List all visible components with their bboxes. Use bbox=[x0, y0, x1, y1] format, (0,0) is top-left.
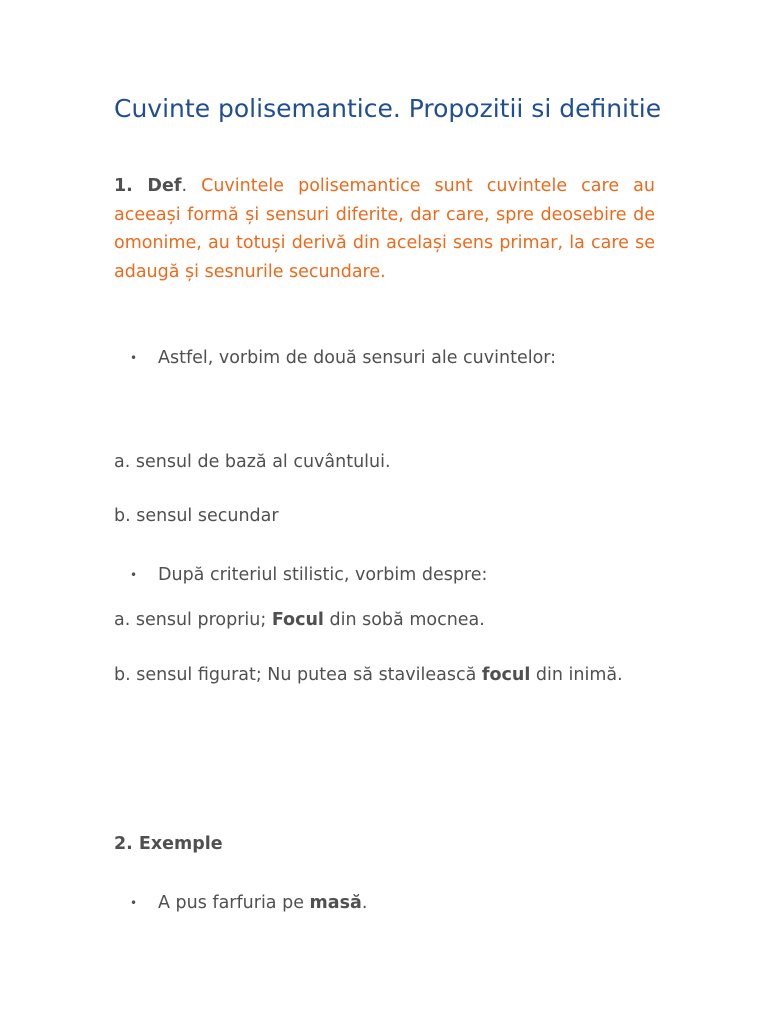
bold-word: Focul bbox=[271, 610, 324, 630]
text-segment: A pus farfuria pe bbox=[158, 893, 310, 913]
section-heading: 2. Exemple bbox=[114, 834, 223, 854]
bullet-text: După criteriul stilistic, vorbim despre: bbox=[158, 565, 488, 585]
definition-dot: . bbox=[181, 176, 188, 196]
bullet-marker-icon: • bbox=[130, 351, 138, 365]
bullet-marker-icon: • bbox=[130, 568, 138, 582]
text-segment: b. sensul figurat; Nu putea să stavilească bbox=[114, 665, 482, 685]
bullet-item bbox=[114, 344, 699, 373]
list-item-a-proper bbox=[114, 606, 655, 635]
list-item-b: b. sensul secundar bbox=[114, 506, 279, 526]
list-item-b-figurative bbox=[114, 661, 655, 690]
text-segment: din sobă mocnea. bbox=[323, 610, 485, 630]
definition-lead: 1. Def bbox=[114, 176, 182, 196]
list-item-a: a. sensul de bază al cuvântului. bbox=[114, 452, 391, 472]
text-segment: a. sensul propriu; bbox=[114, 610, 272, 630]
text-segment: . bbox=[361, 893, 368, 913]
bullet-text: Astfel, vorbim de două sensuri ale cuvintelor: bbox=[158, 348, 557, 368]
bold-word: focul bbox=[481, 665, 531, 685]
page-title: Cuvinte polisemantice. Propozitii si definitie bbox=[114, 94, 662, 123]
text-segment: din inimă. bbox=[530, 665, 623, 685]
bullet-text bbox=[158, 893, 367, 913]
bullet-item bbox=[114, 561, 699, 590]
bold-word: masă bbox=[309, 893, 362, 913]
definition-paragraph bbox=[114, 172, 655, 286]
definition-text: Cuvintele polisemantice sunt cuvintele care au aceeași formă și sensuri diferite, dar care, spre deosebire de omonime, au totuși derivă din același sens primar, la care se adaugă și sesnurile secundare. bbox=[114, 176, 655, 282]
bullet-item bbox=[114, 889, 699, 918]
bullet-marker-icon: • bbox=[130, 896, 138, 910]
